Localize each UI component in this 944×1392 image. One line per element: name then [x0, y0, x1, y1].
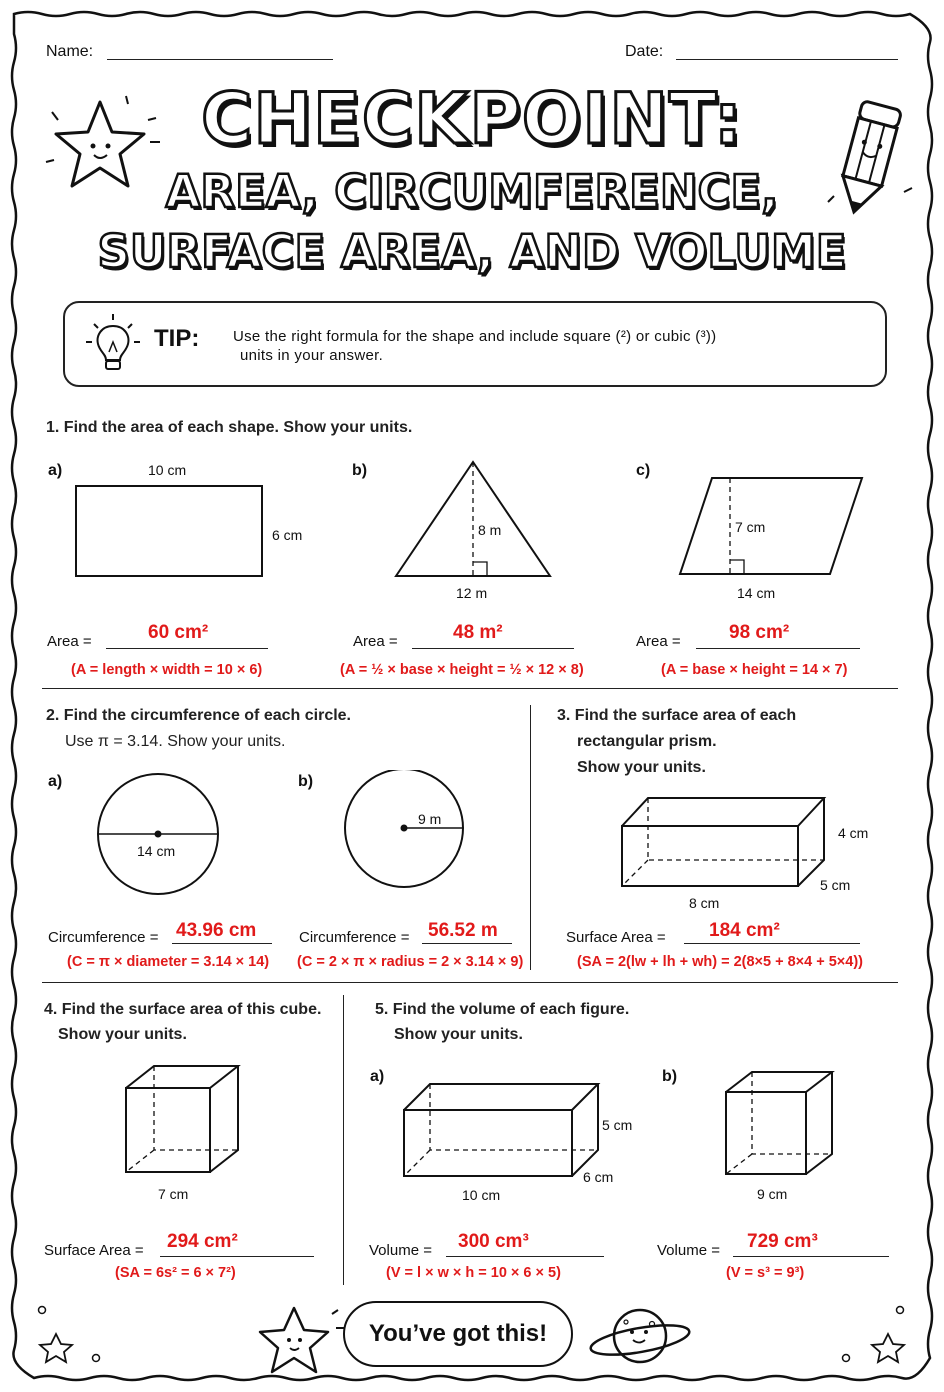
q5b-cube-figure: [712, 1066, 852, 1186]
q1a-label: a): [48, 462, 63, 479]
q2b-answer-line[interactable]: [422, 943, 512, 944]
q5a-label: a): [370, 1068, 385, 1085]
q5a-label-text: Volume =: [369, 1242, 432, 1259]
decorative-star-left-icon: [34, 1296, 114, 1366]
date-label: Date:: [625, 43, 664, 60]
q1a-answer: 60 cm²: [148, 622, 209, 643]
lightbulb-icon: [84, 312, 142, 374]
tip-text-line1: Use the right formula for the shape and include square (²) or cubic (³)): [233, 328, 717, 345]
q2a-dim: 14 cm: [137, 843, 176, 859]
q1c-dim-base: 14 cm: [737, 585, 776, 601]
q2b-dim: 9 m: [418, 811, 442, 827]
tip-text-line2: units in your answer.: [240, 347, 384, 364]
q3-prism-figure: [600, 790, 850, 900]
q3-prompt-line2: rectangular prism.: [577, 733, 717, 750]
name-input-line[interactable]: [107, 59, 333, 60]
q4-prompt-line1: 4. Find the surface area of this cube.: [44, 1001, 322, 1018]
q1a-area-label: Area =: [47, 633, 92, 650]
star-mascot-icon: [38, 90, 168, 200]
q1c-explanation: (A = base × height = 14 × 7): [661, 662, 848, 678]
q5b-answer: 729 cm³: [747, 1231, 818, 1252]
q2a-answer: 43.96 cm: [176, 920, 257, 941]
parallelogram-shape: [680, 478, 862, 574]
q5-prompt-line2: Show your units.: [394, 1026, 523, 1043]
q4-answer-line[interactable]: [160, 1256, 314, 1257]
decorative-star-right-icon: [834, 1296, 914, 1366]
q4-label-text: Surface Area =: [44, 1242, 144, 1259]
q1-prompt: 1. Find the area of each shape. Show your units.: [46, 419, 413, 436]
q5b-label: b): [662, 1068, 678, 1085]
q4-cube-figure: [110, 1060, 260, 1180]
q1b-dim-base: 12 m: [456, 585, 488, 601]
title-line1: CHECKPOINT:: [201, 78, 743, 160]
q5b-answer-line[interactable]: [733, 1256, 889, 1257]
q5a-dim-height: 5 cm: [602, 1117, 633, 1133]
q1b-explanation: (A = ½ × base × height = ½ × 12 × 8): [340, 662, 584, 678]
q1b-answer: 48 m²: [453, 622, 503, 643]
q4-prompt-line2: Show your units.: [58, 1026, 187, 1043]
q2a-answer-line[interactable]: [172, 943, 272, 944]
section-divider-2: [42, 982, 898, 983]
q1b-label: b): [352, 462, 368, 479]
q2b-label-text: Circumference =: [299, 929, 410, 946]
footer-star-icon: [248, 1298, 348, 1378]
q5a-answer-line[interactable]: [446, 1256, 604, 1257]
q5-prompt-line1: 5. Find the volume of each figure.: [375, 1001, 630, 1018]
date-input-line[interactable]: [676, 59, 898, 60]
q5a-dim-length: 10 cm: [462, 1187, 501, 1203]
q1b-answer-line[interactable]: [412, 648, 574, 649]
encouragement-text: You’ve got this!: [368, 1320, 548, 1347]
q2b-explanation: (C = 2 × π × radius = 2 × 3.14 × 9): [297, 954, 524, 970]
q1c-answer-line[interactable]: [696, 648, 860, 649]
q3-answer: 184 cm²: [709, 920, 780, 941]
q2-prompt-line2: Use π = 3.14. Show your units.: [65, 733, 286, 750]
tip-label: TIP:: [154, 325, 200, 352]
q2b-answer: 56.52 m: [428, 920, 498, 941]
q2a-explanation: (C = π × diameter = 3.14 × 14): [67, 954, 270, 970]
q5a-answer: 300 cm³: [458, 1231, 529, 1252]
q1b-area-label: Area =: [353, 633, 398, 650]
q3-label-text: Surface Area =: [566, 929, 666, 946]
q1c-dim-height: 7 cm: [735, 519, 766, 535]
q5a-prism-figure: [390, 1076, 610, 1186]
q5b-label-text: Volume =: [657, 1242, 720, 1259]
planet-icon: [586, 1302, 696, 1372]
q3-dim-width: 5 cm: [820, 877, 851, 893]
q5a-explanation: (V = l × w × h = 10 × 6 × 5): [386, 1265, 561, 1281]
encouragement-bubble: [343, 1301, 573, 1367]
q1b-dim-height: 8 m: [478, 522, 502, 538]
section-divider-vertical-2: [343, 995, 344, 1285]
q2b-label: b): [298, 773, 314, 790]
q1a-explanation: (A = length × width = 10 × 6): [71, 662, 263, 678]
section-divider-1: [42, 688, 898, 689]
q1c-area-label: Area =: [636, 633, 681, 650]
q2-prompt-line1: 2. Find the circumference of each circle.: [46, 707, 351, 724]
section-divider-vertical-1: [530, 705, 531, 970]
q3-prompt-line1: 3. Find the surface area of each: [557, 707, 797, 724]
title-line2: AREA, CIRCUMFERENCE,: [165, 165, 779, 218]
q1c-label: c): [636, 462, 651, 479]
q3-prompt-line3: Show your units.: [577, 759, 706, 776]
q3-dim-height: 4 cm: [838, 825, 869, 841]
q1a-dim-top: 10 cm: [148, 462, 187, 478]
q4-explanation: (SA = 6s² = 6 × 7²): [115, 1265, 236, 1281]
q2a-label-text: Circumference =: [48, 929, 159, 946]
q5b-explanation: (V = s³ = 9³): [726, 1265, 805, 1281]
q5a-dim-width: 6 cm: [583, 1169, 614, 1185]
q2a-label: a): [48, 773, 63, 790]
q1a-dim-side: 6 cm: [272, 527, 303, 543]
pencil-mascot-icon: [820, 92, 920, 222]
rectangle-shape: [76, 486, 262, 576]
name-label: Name:: [46, 43, 94, 60]
q3-answer-line[interactable]: [684, 943, 860, 944]
q3-dim-length: 8 cm: [689, 895, 720, 911]
q4-dim: 7 cm: [158, 1186, 189, 1202]
q2-figures: [0, 770, 530, 900]
q1a-answer-line[interactable]: [106, 648, 268, 649]
q1c-answer: 98 cm²: [729, 622, 790, 643]
q5b-dim: 9 cm: [757, 1186, 788, 1202]
q3-explanation: (SA = 2(lw + lh + wh) = 2(8×5 + 8×4 + 5×4)): [577, 954, 863, 970]
title-line3: SURFACE AREA, AND VOLUME: [97, 225, 847, 278]
q4-answer: 294 cm²: [167, 1231, 238, 1252]
